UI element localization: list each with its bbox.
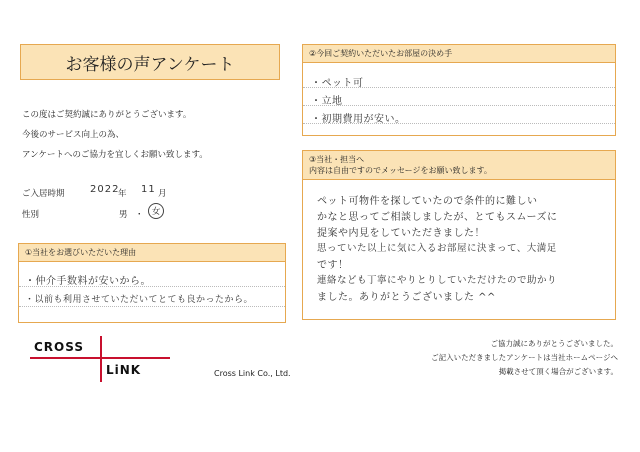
footer-line-3: 掲載させて頂く場合がございます。 — [498, 367, 618, 376]
move-in-month: 11 — [141, 184, 156, 195]
logo-vertical-bar — [100, 336, 102, 382]
q3-answer-7: ました。ありがとうございました ^^ — [317, 292, 496, 303]
q2-panel — [302, 44, 616, 136]
gender-female: 女 — [151, 207, 161, 217]
survey-title — [20, 44, 280, 80]
q3-panel — [302, 150, 616, 320]
intro-line-2: 今後のサービス向上の為、 — [22, 130, 125, 140]
footer-line-1: ご協力誠にありがとうございました。 — [490, 339, 618, 348]
move-in-year: 2022 — [90, 184, 120, 195]
year-unit: 年 — [118, 189, 127, 199]
gender-male: 男 — [119, 210, 128, 220]
q1-answer-2: ・以前も利用させていただいてとても良かったから。 — [25, 295, 254, 305]
q3-body — [303, 180, 615, 320]
company-logo — [30, 336, 180, 382]
logo-word-bottom: LiNK — [106, 363, 142, 377]
q1-answer-1: ・仲介手数料が安いから。 — [25, 276, 151, 287]
q2-answer-1: ・ペット可 — [311, 78, 364, 89]
q2-rule-2 — [303, 105, 615, 106]
survey-title-text: お客様の声アンケート — [65, 54, 235, 75]
move-in-date-label: ご入居時期 — [22, 189, 65, 199]
q3-heading-line-1: ③当社・担当へ — [309, 155, 365, 164]
intro-line-3: アンケートへのご協力を宜しくお願い致します。 — [22, 150, 208, 160]
logo-word-top: CROSS — [34, 340, 84, 354]
q3-heading-line-2: 内容は自由ですのでメッセージをお願い致します。 — [309, 166, 492, 175]
company-name: Cross Link Co., Ltd. — [214, 369, 291, 378]
q3-answer-4: 思っていた以上に気に入るお部屋に決まって、大満足 — [317, 243, 557, 254]
month-unit: 月 — [158, 189, 167, 199]
q3-answer-3: 提案や内見をしていただきました！ — [317, 228, 485, 239]
q2-heading: ②今回ご契約いただいたお部屋の決め手 — [303, 45, 615, 63]
q3-answer-1: ペット可物件を探していたので条件的に難しい — [317, 196, 538, 207]
gender-female-circled — [148, 203, 164, 219]
q2-answer-2: ・立地 — [311, 96, 343, 107]
q1-panel — [18, 243, 286, 323]
q3-heading — [303, 151, 615, 180]
intro-line-1: この度はご契約誠にありがとうございます。 — [22, 110, 192, 120]
q1-body — [19, 262, 285, 326]
q1-heading: ①当社をお選びいただいた理由 — [19, 244, 285, 262]
q3-answer-2: かなと思ってご相談しましたが、とてもスムーズに — [317, 212, 558, 223]
q2-body — [303, 63, 615, 139]
q1-rule-2 — [19, 306, 285, 307]
q3-answer-6: 連絡なども丁寧にやりとりしていただけたので助かり — [317, 275, 558, 286]
gender-separator: ・ — [135, 210, 144, 220]
q3-answer-5: です！ — [317, 260, 349, 271]
q2-answer-3: ・初期費用が安い。 — [311, 114, 406, 125]
gender-label: 性別 — [22, 210, 40, 220]
footer-line-2: ご記入いただきましたアンケートは当社ホームページへ — [431, 353, 618, 362]
